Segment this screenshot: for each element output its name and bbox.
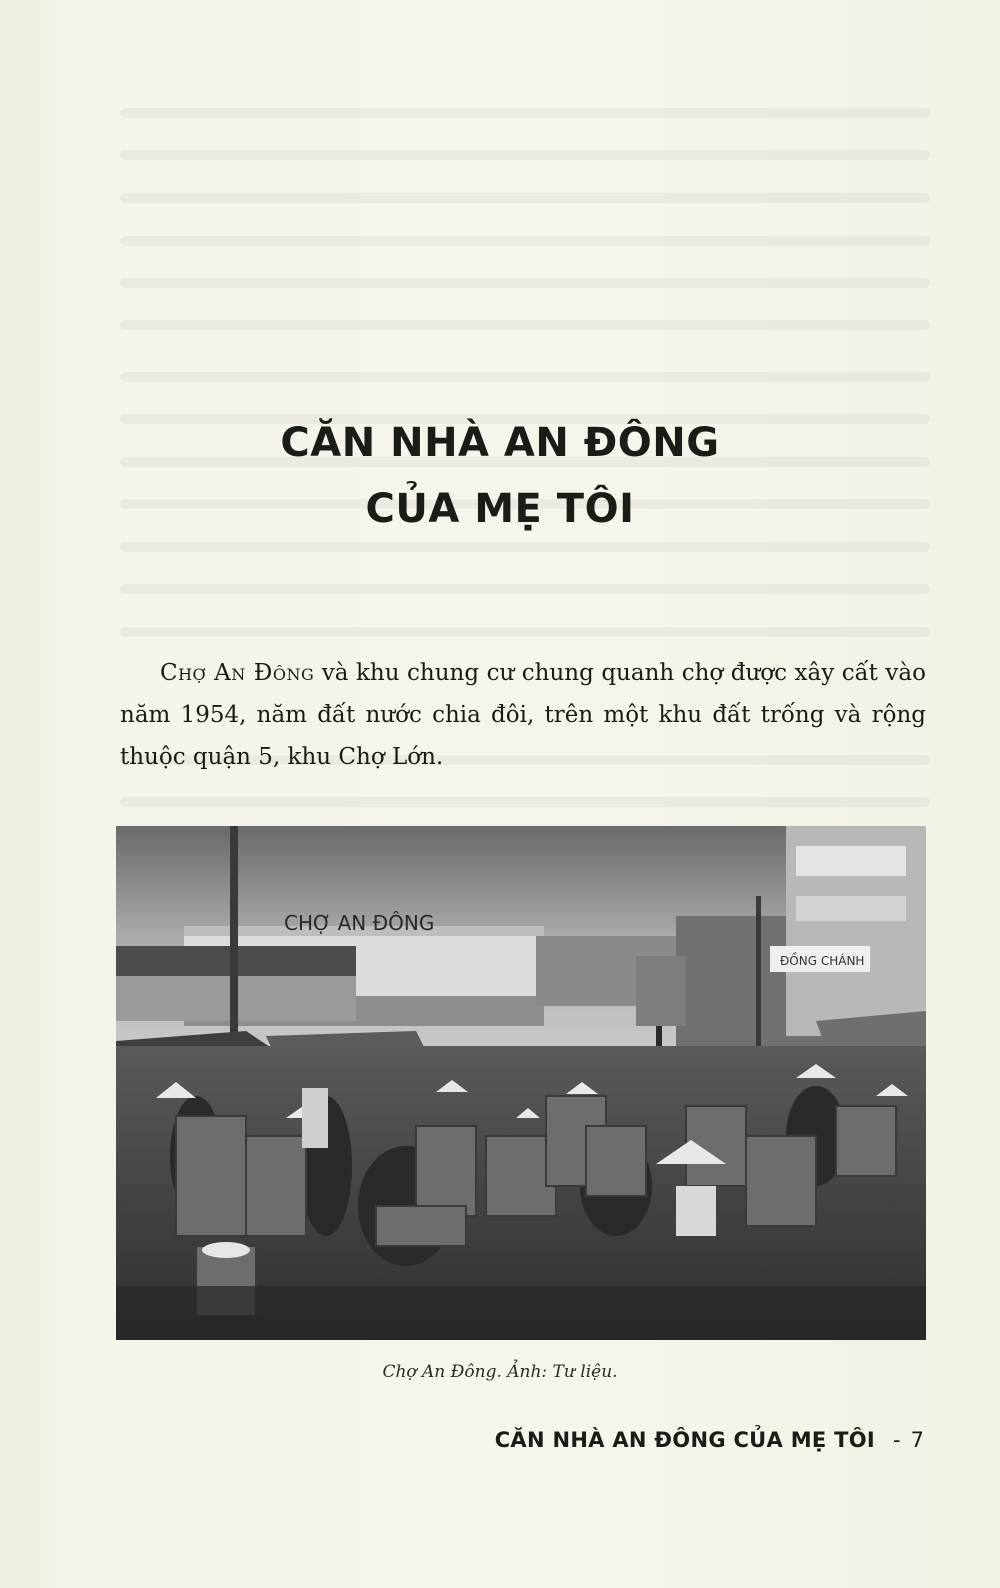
show-through-line (120, 193, 930, 203)
show-through-line (120, 278, 930, 288)
show-through-line (120, 320, 930, 330)
show-through-line (120, 236, 930, 246)
show-through-line (120, 542, 930, 552)
lead-in-smallcaps: Chợ An Đông (160, 660, 315, 686)
show-through-line (120, 372, 930, 382)
paragraph-text: và khu chung cư chung quanh chợ được xây cất vào năm 1954, năm đất nước chia đôi, trên một khu đất trống và rộng thuộc quận 5, khu Chợ Lớn. (120, 660, 926, 770)
running-footer (495, 1428, 924, 1452)
show-through-line (120, 108, 930, 118)
market-photograph (116, 826, 926, 1340)
page-number: 7 (910, 1428, 924, 1452)
photo-sign-shop: ĐỒNG CHÁNH (780, 954, 865, 968)
photo-caption: Chợ An Đông. Ảnh: Tư liệu. (382, 1362, 618, 1382)
show-through-line (120, 627, 930, 637)
show-through-line (120, 797, 930, 807)
show-through-line (120, 150, 930, 160)
body-paragraph (120, 652, 926, 778)
chapter-title-line-2: CỦA MẸ TÔI (365, 486, 635, 532)
running-head-separator: - (893, 1428, 901, 1452)
running-head-title: CĂN NHÀ AN ĐÔNG CỦA MẸ TÔI (494, 1428, 876, 1452)
show-through-line (120, 584, 930, 594)
chapter-title-line-1: CĂN NHÀ AN ĐÔNG (280, 420, 720, 466)
photo-sign-market: CHỢ AN ĐÔNG (284, 911, 435, 935)
